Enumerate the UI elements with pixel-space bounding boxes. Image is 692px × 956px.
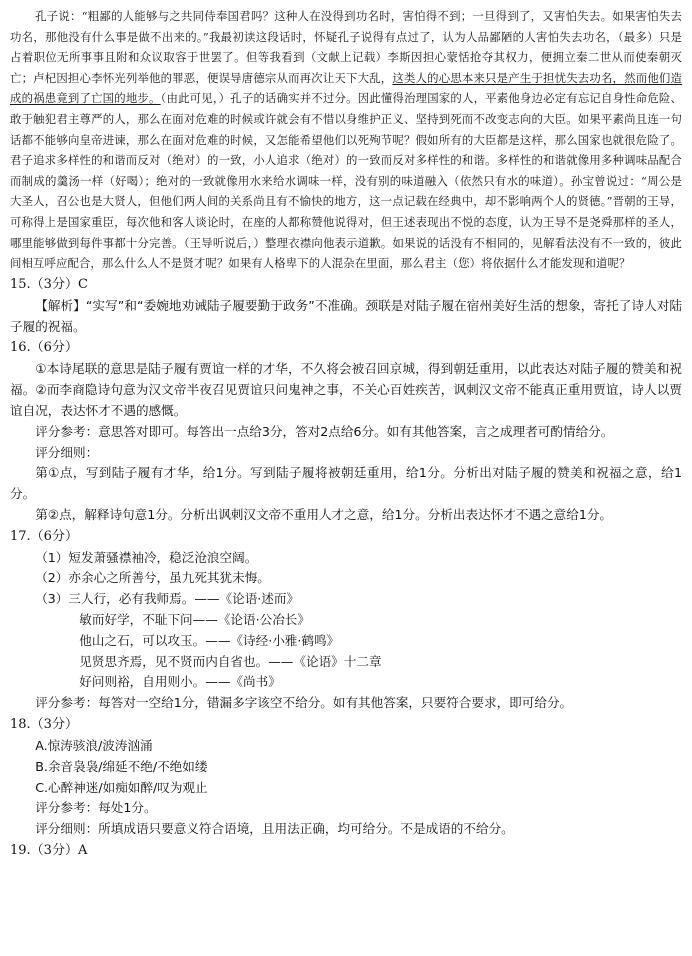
q19-heading: 19.（3分）A [10, 843, 88, 859]
q15-analysis: 【解析】“实写”和“委婉地劝诫陆子履要勤于政务”不准确。颈联是对陆子履在宿州美好生活的想象，寄托了诗人对陆子履的祝福。 [10, 297, 682, 334]
q17-answer-1: （1）短发萧骚襟袖冷，稳泛沧浪空阔。 [35, 549, 258, 565]
translation-paragraph [10, 6, 682, 274]
q17-heading: 17.（6分） [10, 528, 78, 544]
q16-scoring-reference: 评分参考：意思答对即可。每答出一点给3分，答对2点给6分。如有其他答案，言之成理者可酌情给分。 [35, 423, 614, 439]
q16-heading: 16.（6分） [10, 340, 78, 356]
q18-scoring-detail: 评分细则：所填成语只要意义符合语境，且用法正确，均可给分。不是成语的不给分。 [35, 821, 514, 837]
q16-detail-title: 评分细则： [35, 444, 99, 460]
translation-text-2: （由此可见，）孔子的话确实并不过分。因此懂得治理国家的人，平素他身边必定有忘记自身性命危险、敢于触犯君主尊严的人，那么在面对危难的时候或许就会有不惜以身维护正义、坚持到死而不改变志向的大臣。如果平素尚且连一句话都不能够向皇帝进谏，那么在面对危难的时候，又怎能希望他们以死殉节呢？假如所有的大臣都是这样，那么国家也就很危险了。君子追求多样性的和谐而反对（绝对）的一致，小人追求（绝对）的一致而反对多样性的和谐。多样性的和谐就像用多种调味品配合而制成的羹汤一样（好喝）；绝对的一致就像用水来给水调味一样，没有别的味道融入（依然只有水的味道）。孙宝曾说过：“周公是大圣人，召公也是大贤人，但他们两人间的关系尚且有不愉快的地方，这一点记载在经典中，却不影响两个人的贤德。”晋朝的王导，可称得上是国家重臣，每次他和客人谈论时，在座的人都称赞他说得对，但王述表现出不悦的态度，认为王导不是尧舜那样的圣人，哪里能够做到每件事都十分完善。（王导听说后，）整理衣襟向他表示道歉。如果说的话没有不相同的，见解看法没有不一致的，彼此间相互呼应配合，那么什么人不是贤才呢？如果有人格卑下的人混杂在里面，那么君主（您）将依据什么才能发现和道呢？ [10, 91, 682, 271]
q17-answer-3-line: 他山之石，可以攻玉。——《诗经·小雅·鹤鸣》 [79, 632, 340, 648]
q17-answer-3-line: 敏而好学，不耻下问——《论语·公冶长》 [79, 612, 310, 628]
q17-answer-2: （2）亦余心之所善兮，虽九死其犹未悔。 [35, 570, 270, 586]
q18-option-a: A.惊涛骇浪/波涛汹涌 [35, 738, 153, 754]
q18-heading: 18.（3分） [10, 717, 78, 733]
q18-option-c: C.心醉神迷/如痴如醉/叹为观止 [35, 779, 208, 795]
q16-answer: ①本诗尾联的意思是陆子履有贾谊一样的才华，不久将会被召回京城，得到朝廷重用，以此表达对陆子履的赞美和祝福。②而李商隐诗句意为汉文帝半夜召见贾谊只问鬼神之事，不关心百姓疾苦，讽刺汉文帝不能真正重用贾谊，诗人以贾谊自况，表达怀才不遇的感慨。 [10, 361, 682, 418]
q17-answer-3-line: （3）三人行，必有我师焉。——《论语·述而》 [35, 591, 300, 607]
q18-scoring-reference: 评分参考：每处1分。 [35, 800, 157, 816]
q17-scoring-reference: 评分参考：每答对一空给1分，错漏多字该空不给分。如有其他答案，只要符合要求，即可给分。 [35, 695, 573, 711]
q16-detail-1: 第①点，写到陆子履有才华，给1分。写到陆子履将被朝廷重用，给1分。分析出对陆子履的赞美和祝福之意，给1分。 [10, 465, 682, 502]
q16-detail-2: 第②点，解释诗句意1分。分析出讽刺汉文帝不重用人才之意，给1分。分析出表达怀才不遇之意给1分。 [35, 506, 613, 522]
translation-text-1: 孔子说：“粗鄙的人能够与之共同侍奉国君吗？这种人在没得到功名时，害怕得不到；一旦得到了，又害怕失去。如果害怕失去功名，那他没有什么事是做不出来的。”我最初读这段话时，怀疑孔子说得有点过了，认为人品鄙陋的人害怕失去功名，（最多）只是占着职位无所事事且附和众议取容于世罢了。但等我看到（文献上记载）李斯因担心蒙恬抢夺其权力，便拥立秦二世从而使秦朝灭亡；卢杞因担心李怀光列举他的罪恶，便误导唐德宗从而再次让天下大乱， [10, 9, 682, 85]
translation-underlined-sentence: 这类人的心思本来只是产生于担忧失去功名，然而他们造成的祸患竟到了亡国的地步。 [10, 70, 682, 106]
q15-heading: 15.（3分）C [10, 276, 88, 292]
q17-answer-3-line: 好问则裕，自用则小。——《尚书》 [79, 674, 281, 690]
q18-option-b: B.余音袅袅/绵延不绝/不绝如缕 [35, 758, 208, 774]
q17-answer-3-line: 见贤思齐焉，见不贤而内自省也。——《论语》十二章 [79, 653, 382, 669]
